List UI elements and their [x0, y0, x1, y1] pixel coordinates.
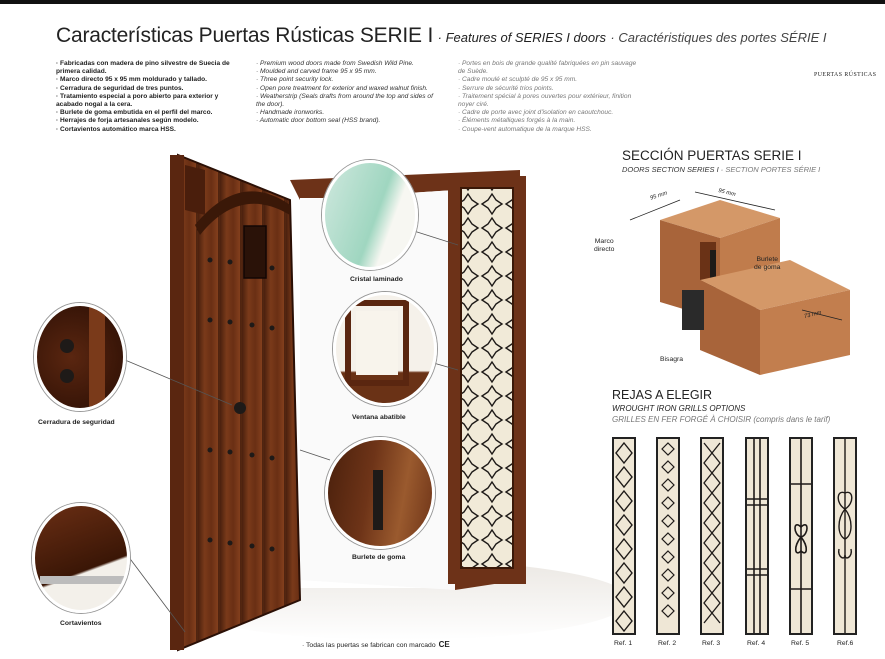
feature-fr-item: · Traitement spécial à pores ouvertes pour extérieur, finition: [458, 92, 632, 100]
feature-es-item: · Burlete de goma embutida en el perfil del marco.: [56, 109, 213, 117]
feature-fr-item: de Suède.: [458, 68, 489, 76]
feature-fr-item: · Cadre moulé et sculpté de 95 x 95 mm.: [458, 76, 578, 84]
title-en-sep: ·: [437, 30, 442, 45]
seal-label: Burlete de goma: [352, 554, 406, 561]
feature-es-item: · Tratamiento especial a poro abierto para exterior y: [56, 92, 219, 100]
lock-detail-image: [34, 303, 126, 411]
feature-fr-item: noyer ciré.: [458, 101, 489, 109]
section-sub-fr: SECTION PORTES SÉRIE I: [725, 165, 821, 174]
glass-detail-image: [322, 160, 418, 270]
feature-en-item: the door).: [256, 101, 285, 109]
section-subtitle: [622, 165, 820, 174]
grill-ref-1-label: Ref. 1: [614, 640, 633, 647]
grill-1-pattern-icon: [614, 439, 634, 633]
feature-fr-item: · Portes en bois de grande qualité fabriquées en pin sauvage: [458, 60, 637, 67]
feature-fr-item: · Coupe-vent automatique de la marque HSS.: [458, 125, 592, 133]
carved-corner: [185, 165, 205, 215]
title-es: Características Puertas Rústicas SERIE I: [56, 24, 434, 47]
ce-mark: CE: [438, 640, 450, 649]
grill-ref-4[interactable]: [745, 437, 769, 635]
label-burlete: Burlete de goma: [754, 256, 781, 271]
feature-es-item: · Cortavientos automático marca HSS.: [56, 125, 176, 133]
grill-5-pattern-icon: [791, 439, 811, 633]
grill-ref-5-label: Ref. 5: [791, 640, 810, 647]
grill-4-pattern-icon: [747, 439, 767, 633]
feature-fr-item: · Cadre de porte avec joint d'isolation en caoutchouc.: [458, 109, 614, 117]
grill-3-pattern-icon: [702, 439, 722, 633]
brand-logo-text: PUERTAS RÚSTICAS: [814, 72, 877, 78]
grill-ref-5[interactable]: [789, 437, 813, 635]
grill-ref-6[interactable]: [833, 437, 857, 635]
feature-en-item: · Automatic door bottom seal (HSS brand).: [256, 117, 381, 125]
windbreak-label: Cortavientos: [60, 620, 102, 627]
section-diagram: [620, 180, 860, 390]
feature-fr-item: · Serrure de sécurité trios points.: [458, 84, 554, 92]
feature-en-item: · Weatherstrip (Seals drafts from around the top and sides of: [256, 92, 433, 100]
feature-es-item: primera calidad.: [56, 68, 107, 76]
grill-2-pattern-icon: [658, 439, 678, 633]
title-fr-sep: ·: [610, 30, 615, 45]
grill-6-pattern-icon: [835, 439, 855, 633]
feature-es-item: acabado nogal a la cera.: [56, 101, 133, 109]
grill-ref-2-label: Ref. 2: [658, 640, 677, 647]
feature-es-item: · Marco directo 95 x 95 mm moldurado y tallado.: [56, 76, 207, 84]
section-title: SECCIÓN PUERTAS SERIE I: [622, 148, 802, 163]
grill-ref-3-label: Ref. 3: [702, 640, 721, 647]
grill-ref-3[interactable]: [700, 437, 724, 635]
door-grille: [244, 226, 266, 278]
feature-en-item: · Three point security lock.: [256, 76, 334, 84]
feature-en-item: · Open pore treatment for exterior and waxed walnut finish.: [256, 84, 428, 92]
window-detail-image: [333, 292, 437, 406]
hinge-plate: [682, 290, 704, 330]
grill-ref-1[interactable]: [612, 437, 636, 635]
seal-detail-image: [325, 437, 435, 549]
grill-ref-6-label: Ref.6: [837, 640, 854, 647]
footer-text: · Todas las puertas se fabrican con marcado: [302, 642, 436, 649]
door-knob: [234, 402, 246, 414]
door-frame-side: [170, 155, 184, 650]
title-fr: Caractéristiques des portes SÉRIE I: [618, 30, 827, 45]
grill-ref-2[interactable]: [656, 437, 680, 635]
section-sub-sep: ·: [718, 165, 726, 174]
sidelight-grill: [461, 188, 513, 568]
feature-en-item: · Moulded and carved frame 95 x 95 mm.: [256, 68, 377, 76]
window-label: Ventana abatible: [352, 414, 406, 421]
feature-en-item: · Premium wood doors made from Swedish Wild Pine.: [256, 60, 414, 67]
grills-title: REJAS A ELEGIR: [612, 388, 713, 402]
windbreak-detail-image: [32, 503, 130, 613]
dim-label-a: 95 mm: [649, 190, 669, 202]
grills-subtitle-en: WROUGHT IRON GRILLS OPTIONS: [612, 404, 746, 413]
feature-fr-item: · Éléments métalliques forgés à la main.: [458, 117, 576, 125]
feature-en-item: · Handmade ironworks.: [256, 109, 325, 117]
feature-es-item: · Fabricadas con madera de pino silvestre de Suecia de: [56, 60, 230, 67]
feature-es-item: · Herrajes de forja artesanales según modelo.: [56, 117, 199, 125]
grill-ref-4-label: Ref. 4: [747, 640, 766, 647]
grills-subtitle-fr: GRILLES EN FER FORGÉ À CHOISIR (compris dans le tarif): [612, 415, 831, 424]
label-marco-directo: Marco directo: [594, 238, 615, 253]
label-bisagra: Bisagra: [660, 356, 684, 363]
dim-label-c: 73 mm: [803, 309, 823, 321]
footer-note: [302, 640, 450, 649]
title-en: Features of SERIES I doors: [445, 30, 606, 45]
section-sub-en: DOORS SECTION SERIES I: [622, 165, 719, 174]
feature-es-item: · Cerradura de seguridad de tres puntos.: [56, 84, 184, 92]
glass-label: Cristal laminado: [350, 276, 403, 283]
dim-label-b: 95 mm: [717, 187, 737, 199]
lock-label: Cerradura de seguridad: [38, 419, 115, 426]
